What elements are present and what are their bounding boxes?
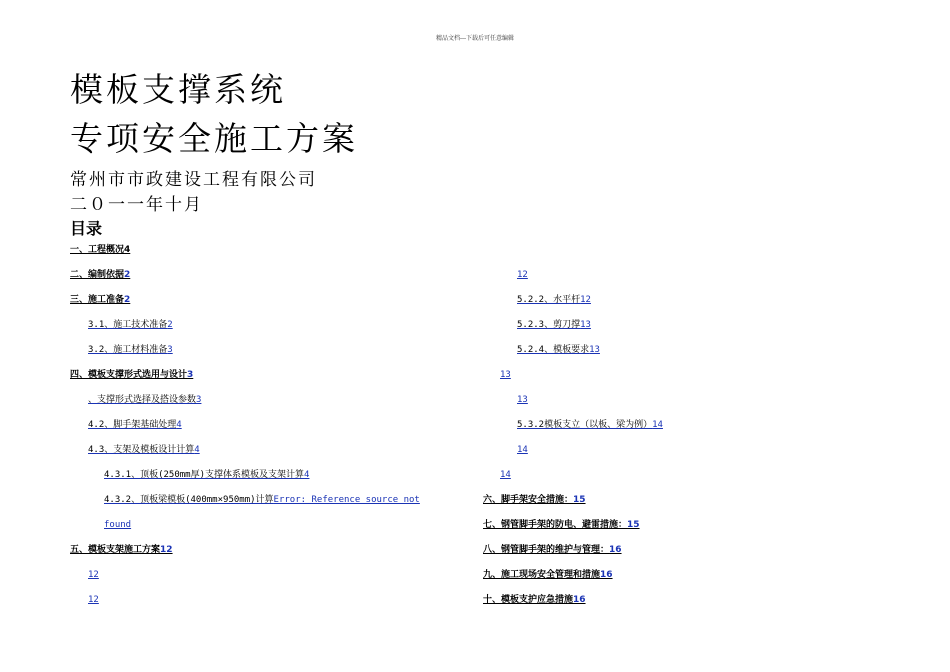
toc-entry-page[interactable]: 12 [160,545,173,555]
toc-entry-page[interactable]: 3 [167,345,173,355]
document-title-line2: 专项安全施工方案 [70,119,358,158]
toc-entry-page[interactable]: 4 [124,245,131,255]
toc-entry-title: 4.3、支架及模板设计计算 [88,445,195,455]
toc-entry[interactable] [517,394,528,406]
toc-entry-title: 4.3.1、顶板(250mm厚)支撑体系模板及支架计算 [104,470,305,480]
toc-entry[interactable] [70,269,130,281]
toc-entry-page[interactable]: 4 [176,420,182,430]
company-name: 常州市市政建设工程有限公司 [70,170,317,190]
toc-entry-page[interactable]: 14 [517,445,528,455]
toc-entry-page[interactable]: 15 [627,520,640,530]
toc-entry-title: 4.3.2、顶板梁模板(400mm×950mm)计算 [104,495,274,505]
toc-entry[interactable] [88,594,99,606]
toc-entry-page[interactable]: 14 [500,470,511,480]
toc-entry[interactable] [483,544,622,556]
toc-entry-page[interactable]: 16 [573,595,586,605]
document-date: 二０一一年十月 [70,195,203,215]
toc-entry-title: 九、施工现场安全管理和措施 [483,570,601,580]
toc-entry[interactable] [483,594,586,606]
toc-entry[interactable] [517,419,663,431]
toc-entry-page[interactable]: 12 [88,570,99,580]
toc-entry-title: 3.2、施工材料准备 [88,345,168,355]
toc-entry-title: 六、脚手架安全措施： [483,495,574,505]
toc-heading: 目录 [70,219,103,238]
toc-entry-title: 5.2.2、水平杆 [517,295,581,305]
toc-entry[interactable] [88,394,201,406]
toc-entry[interactable] [483,519,640,531]
toc-entry[interactable] [104,469,309,481]
toc-entry-page[interactable]: 15 [573,495,586,505]
toc-entry[interactable] [500,469,511,481]
toc-entry[interactable] [70,369,193,381]
toc-entry-page[interactable]: 13 [500,370,511,380]
toc-entry-page[interactable]: 2 [124,295,131,305]
toc-entry-title: 5.3.2模板支立（以板、梁为例） [517,420,653,430]
toc-entry-title: 十、模板支护应急措施 [483,595,574,605]
header-note: 精品文档---下载后可任意编辑 [435,35,515,42]
toc-entry-title: 二、编制依据 [70,270,125,280]
toc-entry[interactable] [517,319,591,331]
toc-entry-page[interactable]: 4 [194,445,200,455]
toc-entry[interactable] [517,344,600,356]
toc-entry-page[interactable]: 16 [609,545,622,555]
toc-entry-page[interactable]: 2 [167,320,173,330]
toc-entry-page[interactable]: 14 [652,420,663,430]
toc-entry-page[interactable]: 12 [517,270,528,280]
toc-entry[interactable] [104,494,420,506]
toc-entry-page[interactable]: 16 [600,570,613,580]
toc-entry-continued[interactable] [104,519,131,531]
toc-entry-page[interactable]: 13 [517,395,528,405]
document-title-line1: 模板支撑系统 [70,70,286,109]
toc-entry[interactable] [88,344,173,356]
toc-entry-title: 三、施工准备 [70,295,125,305]
toc-entry-page[interactable]: 12 [88,595,99,605]
toc-entry[interactable] [517,444,528,456]
toc-entry-title: 五、模板支架施工方案 [70,545,161,555]
toc-entry[interactable] [88,569,99,581]
toc-entry[interactable] [88,419,182,431]
toc-entry-page[interactable]: 12 [580,295,591,305]
toc-entry-page[interactable]: 2 [124,270,131,280]
toc-entry[interactable] [70,244,130,256]
toc-entry[interactable] [483,569,613,581]
toc-entry-page[interactable]: 3 [196,395,202,405]
toc-entry-title: 七、钢管脚手架的防电、避雷措施： [483,520,628,530]
toc-entry-title: 5.2.4、模板要求 [517,345,590,355]
toc-entry-title: 3.1、施工技术准备 [88,320,168,330]
toc-entry[interactable] [517,294,591,306]
toc-entry[interactable] [517,269,528,281]
toc-entry[interactable] [70,544,173,556]
toc-entry[interactable] [88,319,173,331]
toc-entry-page[interactable]: 3 [187,370,194,380]
toc-entry[interactable] [500,369,511,381]
toc-entry-title: 4.2、脚手架基础处理 [88,420,177,430]
toc-entry[interactable] [483,494,586,506]
toc-entry-page[interactable]: 13 [580,320,591,330]
toc-entry-title: 、支撑形式选择及搭设参数 [88,395,197,405]
toc-entry[interactable] [70,294,130,306]
toc-entry-page[interactable]: Error: Reference source not [273,495,420,505]
toc-entry-page[interactable]: 13 [589,345,600,355]
toc-entry-title: 一、工程概况 [70,245,125,255]
toc-entry-title: 八、钢管脚手架的维护与管理： [483,545,610,555]
toc-entry-page[interactable]: found [104,520,132,530]
toc-entry-page[interactable]: 4 [304,470,310,480]
toc-entry-title: 四、模板支撑形式选用与设计 [70,370,188,380]
toc-entry-title: 5.2.3、剪刀撑 [517,320,581,330]
toc-entry[interactable] [88,444,200,456]
